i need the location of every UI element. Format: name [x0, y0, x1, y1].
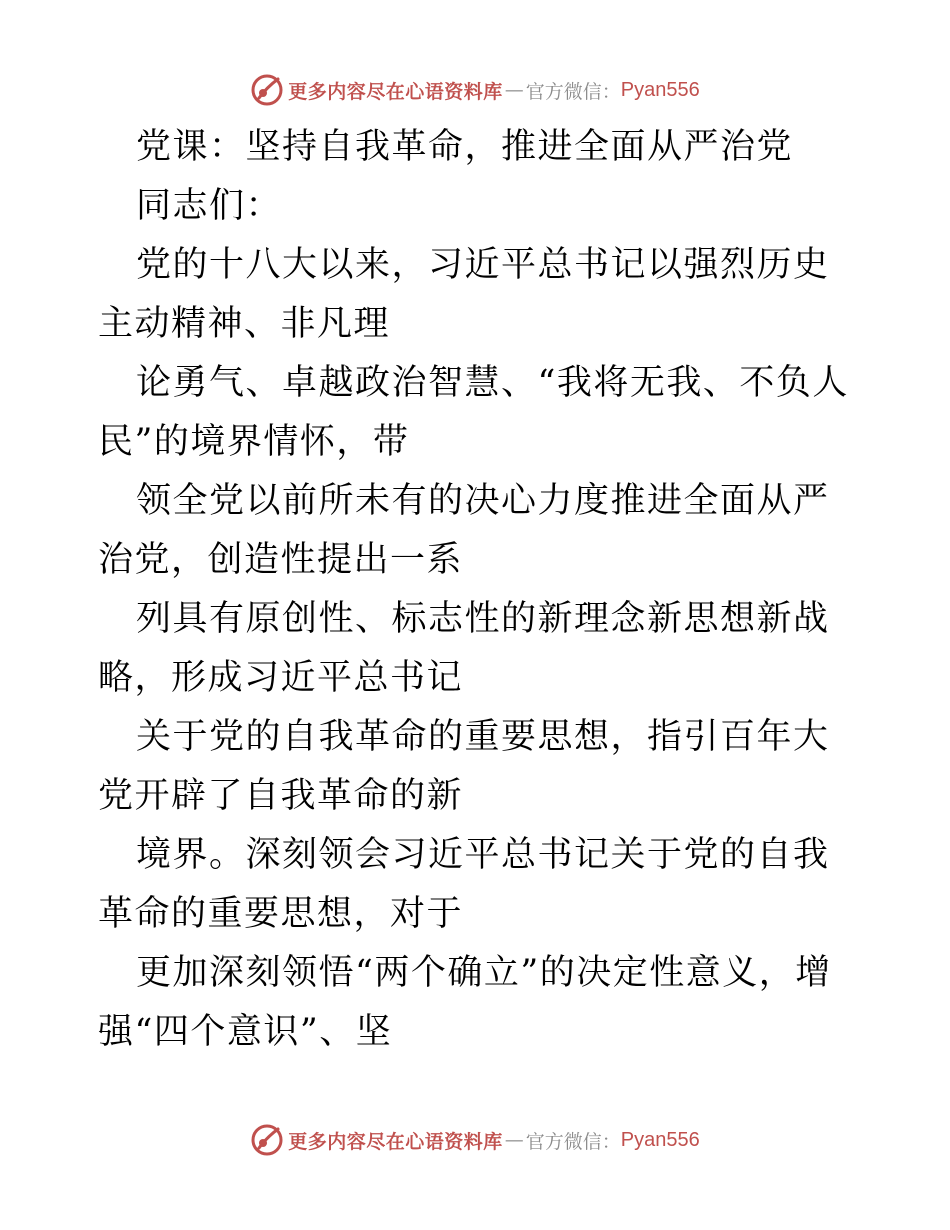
footer-banner	[0, 1120, 950, 1160]
banner-account: Pyan556	[620, 78, 700, 101]
banner-dash: —	[504, 79, 524, 101]
paragraph: 关于党的自我革命的重要思想，指引百年大党开辟了自我革命的新	[98, 717, 830, 816]
paragraph: 更加深刻领悟“两个确立”的决定性意义，增强“四个意识”、坚	[98, 953, 832, 1052]
document-title: 党课：坚持自我革命，推进全面从严治党	[136, 127, 794, 167]
logo-icon	[250, 73, 284, 107]
salutation: 同志们：	[136, 186, 283, 226]
header-banner	[0, 70, 950, 110]
banner-account: Pyan556	[620, 1128, 700, 1151]
document-body	[98, 118, 858, 1062]
paragraph: 列具有原创性、标志性的新理念新思想新战略，形成习近平总书记	[98, 599, 830, 698]
paragraph: 领全党以前所未有的决心力度推进全面从严治党，创造性提出一系	[98, 481, 830, 580]
paragraph: 党的十八大以来，习近平总书记以强烈历史主动精神、非凡理	[98, 245, 830, 344]
banner-official-label: 官方微信：	[525, 80, 621, 103]
banner-text: 更多内容尽在心语资料库	[288, 1130, 503, 1153]
logo-icon	[250, 1123, 284, 1157]
banner-official-label: 官方微信：	[525, 1130, 621, 1153]
paragraph: 论勇气、卓越政治智慧、“我将无我、不负人民”的境界情怀，带	[98, 363, 849, 462]
paragraph: 境界。深刻领会习近平总书记关于党的自我革命的重要思想，对于	[98, 835, 830, 934]
banner-dash: —	[504, 1129, 524, 1151]
banner-text: 更多内容尽在心语资料库	[288, 80, 503, 103]
